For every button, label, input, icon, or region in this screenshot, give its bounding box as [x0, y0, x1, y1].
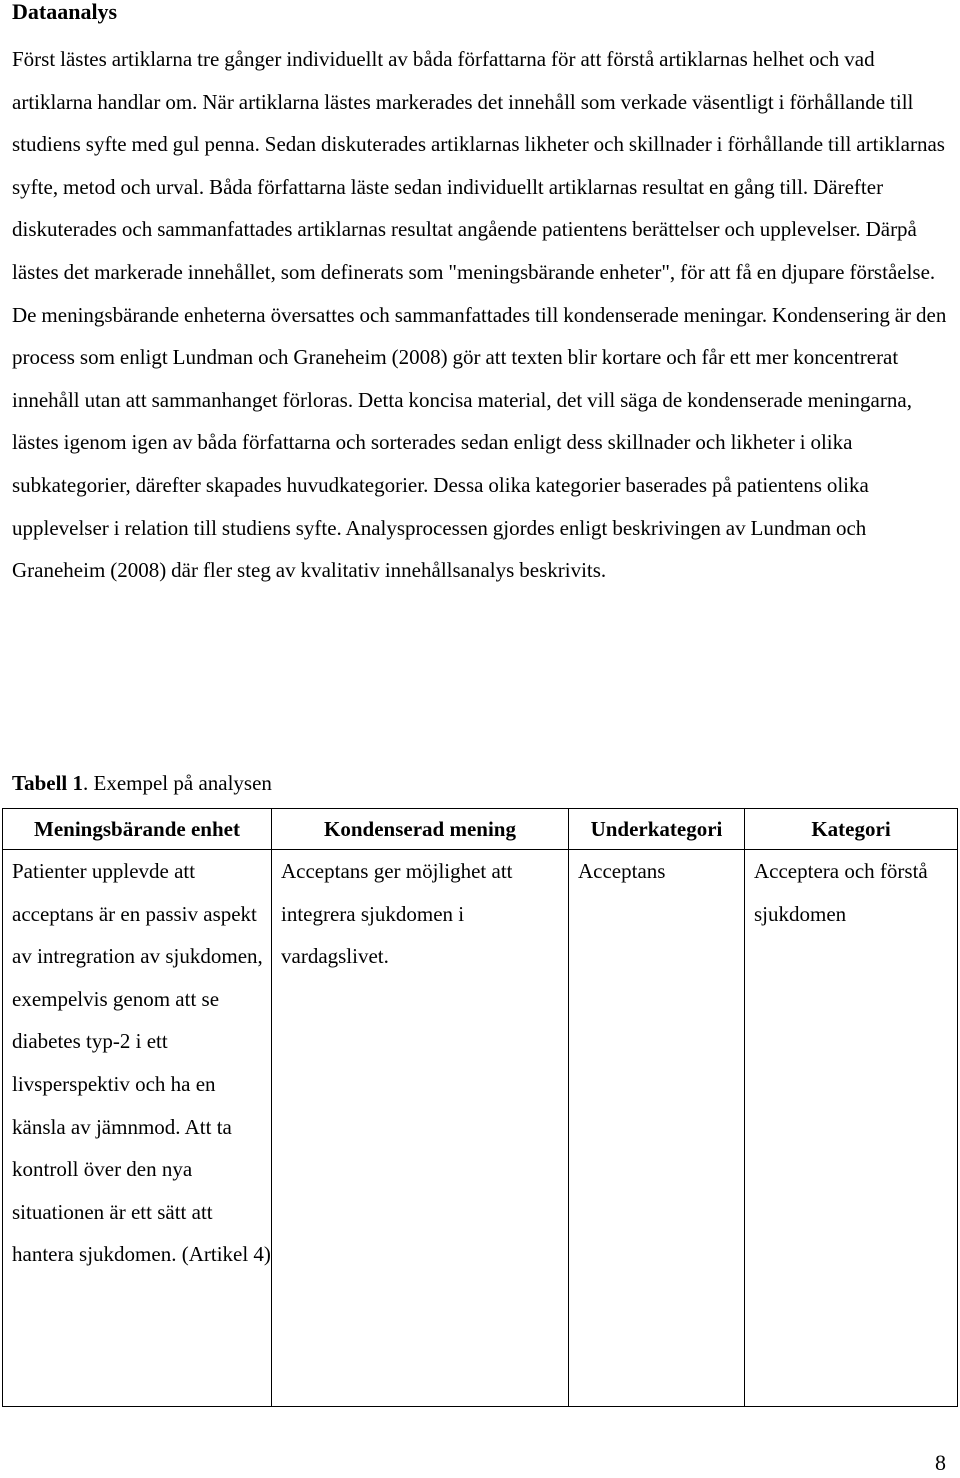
column-header: Meningsbärande enhet [3, 809, 272, 850]
page-number: 8 [935, 1450, 946, 1475]
body-paragraph: Först lästes artiklarna tre gånger individuellt av båda författarna för att förstå artiklarnas helhet och vad artiklarna handlar om. När artiklarna lästes markerades det innehåll som verkade väsentligt i förhållande till studiens syfte med gul penna. Sedan diskuterades artiklarnas likheter och skillnader i förhållande till artiklarnas syfte, metod och urval. Båda författarna läste sedan individuellt artiklarnas resultat en gång till. Därefter diskuterades och sammanfattades artiklarnas resultat angående patientens berättelser och upplevelser. Därpå lästes det markerade innehållet, som definerats som "meningsbärande enheter", för att få en djupare förståelse. De meningsbärande enheterna översattes och sammanfattades till kondenserade meningar. Kondensering är den process som enligt Lundman och Graneheim (2008) gör att texten blir kortare och får ett mer koncentrerat innehåll utan att sammanhanget förloras. Detta koncisa material, det vill säga de kondenserade meningarna, lästes igenom igen av båda författarna och sorterades sedan enligt dess skillnader och likheter i olika subkategorier, därefter skapades huvudkategorier. Dessa olika kategorier baserades på patientens olika upplevelser i relation till studiens syfte. Analysprocessen gjordes enligt beskrivingen av Lundman och Graneheim (2008) där fler steg av kvalitativ innehållsanalys beskrivits. [12, 47, 947, 583]
column-header: Kondenserad mening [272, 809, 569, 850]
table-row [3, 850, 958, 1407]
table-cell-condensed: Acceptans ger möjlighet att integrera sjukdomen i vardagslivet. [272, 850, 569, 1407]
table-caption [12, 768, 272, 798]
column-header: Kategori [745, 809, 958, 850]
table-caption-text: . Exempel på analysen [83, 771, 272, 795]
table-caption-label: Tabell 1 [12, 771, 83, 795]
table-cell-category: Acceptera och förstå sjukdomen [745, 850, 958, 1407]
table-cell-meaning-unit: Patienter upplevde att acceptans är en passiv aspekt av intregration av sjukdomen, exempelvis genom att se diabetes typ-2 i ett livsperspektiv och ha en känsla av jämnmod. Att ta kontroll över den nya situationen är ett sätt att hantera sjukdomen. (Artikel 4) [3, 850, 272, 1407]
column-header: Underkategori [569, 809, 745, 850]
table-cell-subcategory: Acceptans [569, 850, 745, 1407]
analysis-table [2, 808, 958, 1407]
section-heading: Dataanalys [12, 0, 118, 24]
table-header-row [3, 809, 958, 850]
